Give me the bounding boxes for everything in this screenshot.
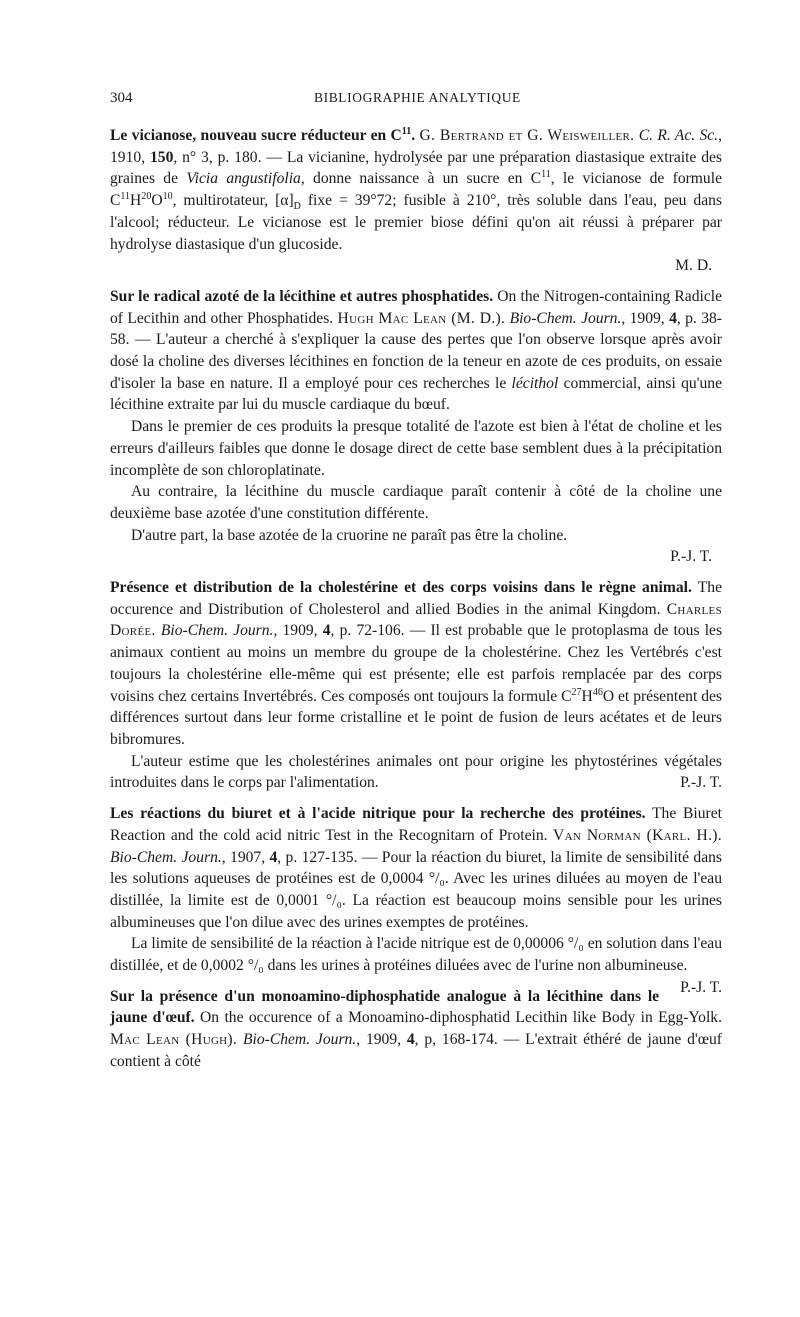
page-number: 304 [110, 90, 133, 106]
entry-authors: Van Norman (Karl. H.). [553, 826, 722, 844]
entry-english-title: The Biuret Reaction and the cold acid nitric Test in the Recognitarn of Protein. [110, 805, 722, 844]
entry-lecithine [110, 286, 722, 568]
entry-vicianose [110, 125, 722, 277]
entry-authors: Hugh Mac Lean (M. D.). [337, 309, 506, 327]
entry-biuret [110, 803, 722, 996]
entry-authors: G. Bertrand et G. Weisweiller. [419, 127, 635, 144]
entry-title: Sur le radical azoté de la lécithine et autres phosphatides. [110, 287, 494, 305]
entry-signature: M. D. [675, 257, 712, 275]
entry-paragraph: D'autre part, la base azotée de la cruorine ne paraît pas être la choline. [131, 526, 568, 544]
entry-volume: 4 [406, 1031, 415, 1049]
entry-english-title: The occurence and Distribution of Cholesterol and allied Bodies in the animal Kingdom. [110, 579, 722, 618]
entry-volume: 150 [149, 148, 174, 166]
entry-paragraph: La limite de sensibilité de la réaction à l'acide nitrique est de 0,00006 °/₀ en solution dans l'eau distillée, et de 0,0002 °/₀ dans les urines à protéines diluées avec de l'urine non albumineuse. P.-J. T. [110, 933, 722, 976]
page [110, 90, 722, 1073]
entry-paragraph: Présence et distribution de la cholestérine et des corps voisins dans le règne animal. The occurence and Distribution of Cholesterol and allied Bodies in the animal Kingdom. Charles Dorée. Bio-Chem. Journ., 1909, 4, p. 72-106. — Il est probable que le protoplasma de tous les animaux contient au moins un membre du groupe de la cholestérine. Chez les Vertébrés c'est toujours la cholestérine elle-même qui est présente; elle est parfois remplacée par des corps voisins chez certains Invertébrés. Ces composés ont toujours la formule $C^{27}H^{46}O$ et présentent des différences surtout dans leur forme cristalline et le point de fusion de leurs acétates et de leurs bibromures. [110, 579, 723, 748]
entry-paragraph: Dans le premier de ces produits la presque totalité de l'azote est bien à l'état de choline et les erreurs d'ailleurs faibles que donne le dosage direct de cette base semblent dues à la précipitation incomplète de son chloroplatinate. [110, 418, 722, 479]
entry-authors: Charles Dorée. [110, 600, 722, 640]
entry-paragraph: Au contraire, la lécithine du muscle cardiaque paraît contenir à côté de la choline une deuxième base azotée d'une constitution différente. [110, 483, 722, 522]
entry-journal: Bio-Chem. Journ. [242, 1031, 357, 1049]
entry-paragraph: Les réactions du biuret et à l'acide nitrique pour la recherche des protéines. The Biuret Reaction and the cold acid nitric Test in the Recognitarn of Protein. Van Norman (Karl. H.). Bio-Chem. Journ., 1907, 4, p. 127-135. — Pour la réaction du biuret, la limite de sensibilité dans les solutions aqueuses de protéines est de 0,0004 °/₀. Avec les urines diluées au moyen de l'eau distillée, la limite est de 0,0001 °/₀. La réaction est beaucoup moins sensible pour les urines albumineuses que l'on dilue avec des urines exemptes de protéines. [110, 805, 722, 931]
running-head [110, 90, 722, 116]
entry-title: Le vicianose, nouveau sucre réducteur en $C^{11}$. [110, 125, 416, 144]
entry-volume: 4 [269, 848, 278, 866]
entry-paragraph: Sur le radical azoté de la lécithine et autres phosphatides. On the Nitrogen-containing Radicle of Lecithin and other Phosphatides. Hugh Mac Lean (M. D.). Bio-Chem. Journ., 1909, 4, p. 38-58. — L'auteur a cherché à s'expliquer la cause des pertes que l'on observe lorsque après avoir dosé la choline des diverses lécithines en fonction de la teneur en azote de ces produits, on essaie d'isoler la base en nature. Il a employé pour ces recherches le lécithol commercial, ainsi qu'une lécithine extraite par lui du muscle cardiaque du bœuf. [110, 287, 722, 414]
running-title: BIBLIOGRAPHIE ANALYTIQUE [314, 90, 521, 105]
entry-english-title: On the occurence of a Monoamino-diphosphatid Lecithin like Body in Egg-Yolk. [200, 1009, 722, 1027]
lecithol-term: lécithol [511, 374, 559, 392]
entry-journal: C. R. Ac. Sc. [638, 127, 719, 144]
entry-title: Les réactions du biuret et à l'acide nitrique pour la recherche des protéines. [110, 805, 646, 823]
entry-paragraph: Sur la présence d'un monoamino-diphosphatide analogue à la lécithine dans le jaune d'œuf. On the occurence of a Monoamino-diphosphatid Lecithin like Body in Egg-Yolk. Mac Lean (Hugh). Bio-Chem. Journ., 1909, 4, p, 168-174. — L'extrait éthéré de jaune d'œuf contient à côté [110, 987, 722, 1070]
entry-journal: Bio-Chem. Journ. [509, 309, 622, 327]
entry-journal: Bio-Chem. Journ. [160, 622, 274, 640]
entry-english-title: On the Nitrogen-containing Radicle of Lecithin and other Phosphatides. [110, 287, 722, 327]
entry-authors: Mac Lean (Hugh). [110, 1031, 238, 1049]
species-name: Vicia angustifolia [186, 170, 301, 188]
entry-signature-inline: P.-J. T. [680, 978, 722, 996]
entry-volume: 4 [322, 622, 331, 640]
entry-title: Sur la présence d'un monoamino-diphosphatide analogue à la lécithine dans le jaune d'œuf. [110, 987, 660, 1027]
entry-title: Présence et distribution de la cholestérine et des corps voisins dans le règne animal. [110, 579, 692, 597]
entry-journal: Bio-Chem. Journ. [110, 848, 222, 866]
entry-paragraph: Le vicianose, nouveau sucre réducteur en $C^{11}$. G. Bertrand et G. Weisweiller. C. R. Ac. Sc., 1910, 150, n° 3, p. 180. — La vicianine, hydrolysée par une préparation diastasique extraite des graines de Vicia angustifolia, donne naissance à un sucre en $C^{11}$, le vicianose de formule $C^{11}H^{20}O^{10}$, multirotateur, $[\alpha]_D$ fixe = 39°72; fusible à 210°, très soluble dans l'eau, peu dans l'alcool; réducteur. Le vicianose est le premier biose défini qu'on ait réussi à préparer par hydrolyse diastasique d'un glucoside. [110, 125, 722, 253]
entry-signature: P.-J. T. [670, 548, 712, 566]
entry-volume: 4 [669, 309, 677, 327]
entry-monoamino [110, 986, 722, 1073]
entry-cholesterine [110, 577, 722, 794]
entry-paragraph: L'auteur estime que les cholestérines animales ont pour origine les phytostérines végétales introduites dans le corps par l'alimentation. P.-J. T. [110, 751, 722, 794]
entry-signature-inline: P.-J. T. [680, 774, 722, 792]
